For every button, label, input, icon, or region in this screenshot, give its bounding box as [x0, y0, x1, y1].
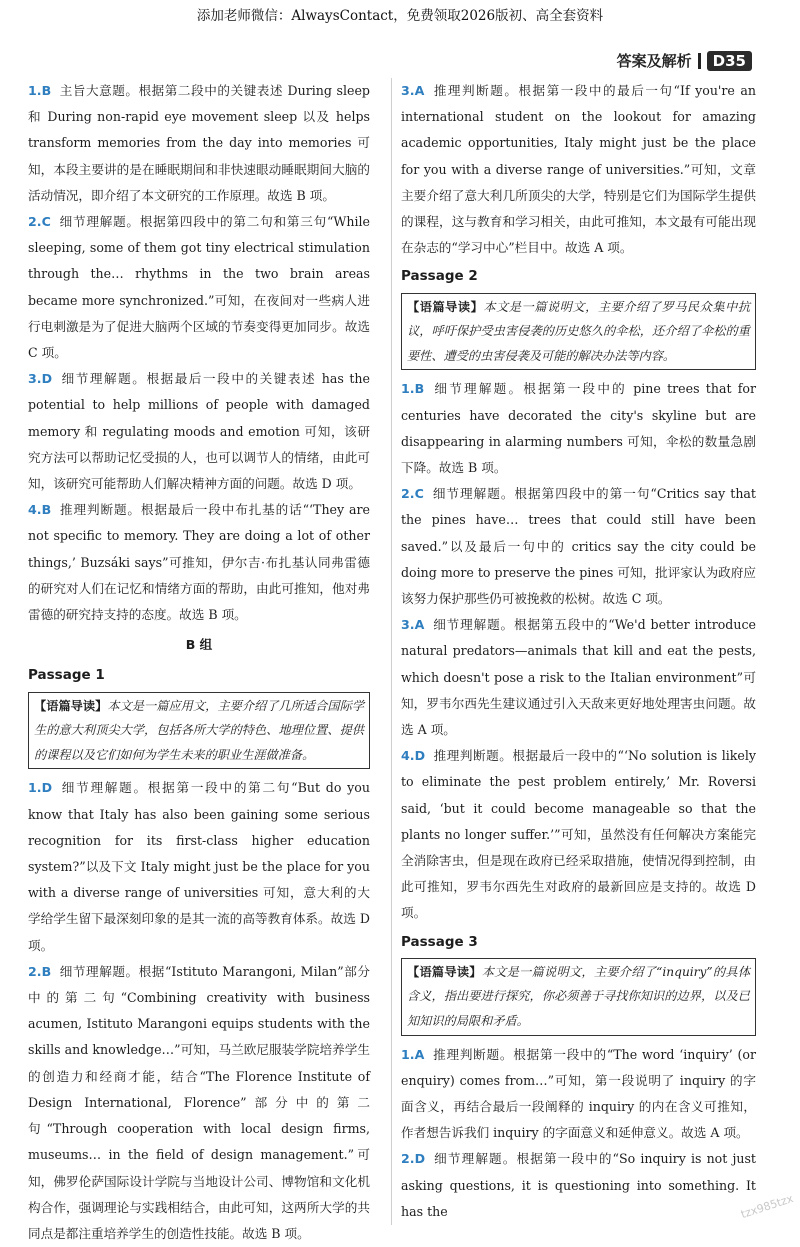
left-column [28, 78, 370, 1247]
item-answer: A [414, 83, 425, 98]
item-explanation: 推理判断题。根据最后一段中的“‘No solution is likely to eliminate the pest problem entirely,’ Mr. Roversi said, ‘but it could become manageable so that the plants no longer suffer.’”可知，虽然没有任何解决方案能完全消除害虫，但是现在政府已经采取措施，使情况得到控制，由此可推知，罗韦尔西先生对政府的最新回应是支持的。故选 D 项。 [401, 748, 756, 921]
page-badge: D35 [707, 51, 752, 71]
item-explanation: 推理判断题。根据第一段中的“The word ‘inquiry’ (or enquiry) comes from…”可知，第一段说明了 inquiry 的字面含义，再结合最后一段阐释的 inquiry 的内在含义可推知，作者想告诉我们 inquiry 的字面意义和延伸意义。故选 A 项。 [401, 1046, 756, 1141]
item-explanation: 细节理解题。根据第一段中的 pine trees that for centuries have decorated the city's skyline but are disappearing in alarming numbers 可知，伞松的数量急剧下降。故选 B 项。 [401, 381, 756, 476]
item-answer: D [414, 1151, 426, 1167]
item-explanation: 细节理解题。根据第一段中的第二句“But do you know that Italy has also been gaining some serious recognition for its first-class higher education system?”以及下文 Italy might just be the place for you with a diverse range of universities 可知，意大利的大学给学生留下最深刻印象的是其一流的高等教育体系。故选 D 项。 [28, 780, 370, 953]
item-number: 2. [28, 214, 42, 230]
passage-title: Passage 3 [401, 933, 478, 950]
answer-item [28, 209, 370, 366]
answer-item [401, 1042, 756, 1147]
passage-title: Passage 2 [401, 268, 478, 285]
answer-item [28, 366, 370, 497]
answer-item [401, 481, 756, 612]
item-number: 1. [28, 83, 42, 98]
item-number: 2. [28, 963, 42, 979]
item-number: 1. [28, 780, 42, 796]
item-number: 3. [401, 83, 415, 98]
item-explanation: 细节理解题。根据第四段中的第二句和第三句“While sleeping, some of them got tiny electrical stimulation through the… rhythms in the two brain areas became more synchronized.”可知，在夜间对一些病人进行电刺激是为了促进大脑两个区域的节奏变得更加同步。故选 C 项。 [28, 214, 370, 361]
passage-guide [401, 958, 756, 1036]
answer-item [401, 612, 756, 743]
item-answer: C [414, 486, 424, 502]
item-number: 1. [401, 1046, 415, 1062]
item-answer: B [414, 381, 425, 397]
passage-guide [401, 293, 756, 371]
item-explanation: 细节理解题。根据最后一段中的关键表述 has the potential to help millions of people with damaged memory 和 regulating moods and emotion 可知，该研究方法可以帮助记忆受损的人，也可以调节人的情绪，由此可知，该研究可能帮助人们解决精神方面的问题。故选 D 项。 [28, 371, 370, 492]
answer-item [401, 1146, 756, 1225]
promo-banner: 添加老师微信：AlwaysContact，免费领取2026版初、高全套资料 [196, 8, 604, 24]
group-title: B 组 [185, 637, 213, 653]
item-explanation: 主旨大意题。根据第二段中的关键表述 During sleep 和 During non-rapid eye movement sleep 以及 helps transform memories from the day into memories 可知，本段主要讲的是在睡眠期间和非快速眼动睡眠期间大脑的活动情况，即介绍了本文研究的工作原理。故选 B 项。 [28, 83, 370, 203]
item-number: 2. [401, 1151, 415, 1167]
answer-item [28, 775, 370, 958]
guide-label: 【语篇导读】 [34, 698, 108, 713]
guide-label: 【语篇导读】 [407, 299, 484, 314]
item-explanation: 细节理解题。根据“Istituto Marangoni, Milan”部分中的第二句“Combining creativity with business acumen, Istituto Marangoni equips students with the skills and knowledge…”可知，马兰欧尼服装学院培养学生的创造力和经商才能，结合“The Florence Institute of Design International, Florence”部分中的第二句“Through cooperation with local design firms, museums… in the field of design management.”可知，佛罗伦萨国际设计学院与当地设计公司、博物馆和文化机构合作，强调理论与实践相结合，由此可知，这两所大学的共同点是都注重培养学生的创造性技能。故选 B 项。 [28, 963, 370, 1241]
item-explanation: 细节理解题。根据第四段中的第一句“Critics say that the pines have… trees that could still have been saved.”以及最后一句中的 critics say the city could be doing more to preserve the pines 可知，批评家认为政府应该努力保护那些仍可被挽救的松树。故选 C 项。 [401, 486, 756, 607]
answer-item [401, 376, 756, 481]
item-answer: D [414, 748, 426, 764]
header-title: 答案及解析 [616, 52, 692, 70]
item-answer: B [41, 502, 52, 518]
item-number: 4. [401, 748, 415, 764]
item-number: 2. [401, 486, 415, 502]
item-answer: A [414, 617, 425, 633]
item-explanation: 推理判断题。根据第一段中的最后一句“If you're an international student on the lookout for amazing academic opportunities, Italy might just be the place for you with a diverse range of universities.”可知，文章主要介绍了意大利几所顶尖的大学，特别是它们为国际学生提供的课程，这与教育和学习相关，由此可推知，本文最有可能出现在杂志的“学习中心”栏目中。故选 A 项。 [401, 83, 756, 256]
item-number: 3. [401, 617, 415, 633]
guide-label: 【语篇导读】 [407, 964, 482, 979]
guide-text: 本文是一篇应用文，主要介绍了几所适合国际学生的意大利顶尖大学，包括各所大学的特色、地理位置、提供的课程以及它们如何为学生未来的职业生涯做准备。 [34, 698, 365, 762]
header-divider [698, 53, 701, 69]
item-number: 4. [28, 502, 42, 518]
guide-text: 本文是一篇说明文，主要介绍了罗马民众集中抗议，呼吁保护受虫害侵袭的历史悠久的伞松，还介绍了伞松的重要性、遭受的虫害侵袭及可能的解决办法等内容。 [407, 299, 751, 363]
passage-guide [28, 692, 370, 770]
page-header [617, 50, 752, 71]
item-answer: A [414, 1046, 425, 1062]
answer-item [28, 78, 370, 209]
passage-title: Passage 1 [28, 667, 105, 684]
item-answer: C [41, 214, 51, 230]
item-answer: B [41, 83, 52, 98]
answer-item [28, 497, 370, 628]
item-number: 3. [28, 371, 42, 387]
guide-text: 本文是一篇说明文，主要介绍了“inquiry”的具体含义，指出要进行探究，你必须善于寻找你知识的边界，以及已知知识的局限和矛盾。 [407, 964, 751, 1029]
item-answer: B [41, 963, 52, 979]
item-explanation: 细节理解题。根据第五段中的“We'd better introduce natural predators—animals that kill and eat the pests, which doesn't pose a risk to the Italian environment”可知，罗韦尔西先生建议通过引入天敌来更好地处理害虫问题。故选 A 项。 [401, 617, 756, 738]
answer-item [401, 78, 756, 261]
right-column [401, 78, 756, 1225]
watermark: tzx985tzx [739, 1191, 795, 1222]
column-divider [391, 78, 392, 1225]
item-number: 1. [401, 381, 415, 397]
answer-item [28, 959, 370, 1247]
item-answer: D [41, 780, 53, 796]
item-explanation: 细节理解题。根据第一段中的“So inquiry is not just asking questions, it is questioning into something. It has the [401, 1151, 756, 1219]
item-explanation: 推理判断题。根据最后一段中布扎基的话“‘They are not specific to memory. They are doing a lot of other things,’ Buzsáki says”可推知，伊尔吉·布扎基认同弗雷德的研究对人们在记忆和情绪方面的帮助，由此可推知，他对弗雷德的研究持支持的态度。故选 B 项。 [28, 502, 370, 623]
answer-item [401, 743, 756, 926]
item-answer: D [41, 371, 53, 387]
